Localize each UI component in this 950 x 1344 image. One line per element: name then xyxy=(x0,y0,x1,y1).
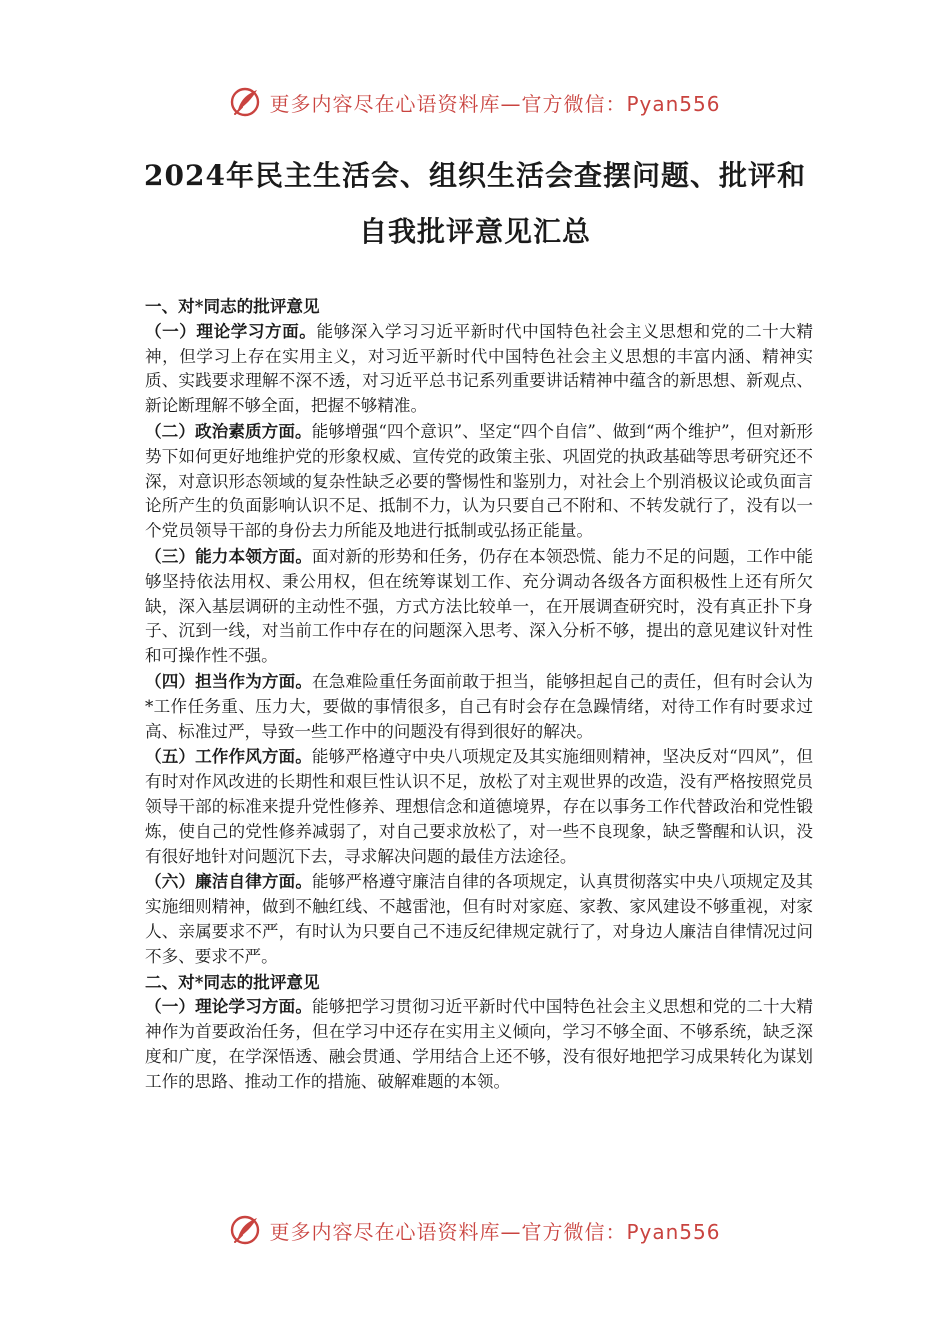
paragraph xyxy=(145,744,813,869)
paragraph-text: 能够增强“四个意识”、坚定“四个自信”、做到“两个维护”，但对新形势下如何更好地维护党的形象权威、宣传党的政策主张、巩固党的执政基础等思考研究还不深，对意识形态领域的复杂性缺乏必要的警惕性和鉴别力，对社会上个别消极议论或负面言论所产生的负面影响认识不足、抵制不力，认为只要自己不附和、不转发就行了，没有以一个党员领导干部的身份去力所能及地进行抵制或弘扬正能量。 xyxy=(145,421,813,541)
document-body xyxy=(145,294,813,1095)
section-heading-2: 二、对*同志的批评意见 xyxy=(145,971,320,992)
paragraph-text: 面对新的形势和任务，仍存在本领恐慌、能力不足的问题，工作中能够坚持依法用权、秉公用权，但在统筹谋划工作、充分调动各级各方面积极性上还有所欠缺，深入基层调研的主动性不强，方式方法比较单一，在开展调查研究时，没有真正扑下身子、沉到一线，对当前工作中存在的问题深入思考、深入分析不够，提出的意见建议针对性和可操作性不强。 xyxy=(145,546,814,666)
paragraph xyxy=(145,669,813,744)
paragraph-text: 在急难险重任务面前敢于担当，能够担起自己的责任，但有时会认为*工作任务重、压力大，要做的事情很多，自己有时会存在急躁情绪，对待工作有时要求过高、标准过严，导致一些工作中的问题没有得到很好的解决。 xyxy=(145,671,814,741)
paragraph-lead: （五）工作作风方面。 xyxy=(145,746,312,767)
pen-logo-icon xyxy=(229,1213,263,1247)
paragraph-lead: （二）政治素质方面。 xyxy=(145,420,312,441)
paragraph-lead: （三）能力本领方面。 xyxy=(145,545,313,566)
watermark-text: 更多内容尽在心语资料库—官方微信：Pyan556 xyxy=(269,1219,721,1244)
paragraph xyxy=(145,419,813,544)
paragraph-lead: （六）廉洁自律方面。 xyxy=(145,871,313,892)
paragraph-text: 能够严格遵守廉洁自律的各项规定，认真贯彻落实中央八项规定及其实施细则精神，做到不触红线、不越雷池，但有时对家庭、家教、家风建设不够重视，对家人、亲属要求不严，有时认为只要自己不违反纪律规定就行了，对身边人廉洁自律情况过问不多、要求不严。 xyxy=(145,872,814,966)
header-watermark xyxy=(0,82,950,122)
paragraph xyxy=(145,544,813,669)
paragraph-text: 能够深入学习习近平新时代中国特色社会主义思想和党的二十大精神，但学习上存在实用主义，对习近平新时代中国特色社会主义思想的丰富内涵、精神实质、实践要求理解不深不透，对习近平总书记系列重要讲话精神中蕴含的新思想、新观点、新论断理解不够全面，把握不够精准。 xyxy=(145,321,814,416)
paragraph-text: 能够严格遵守中央八项规定及其实施细则精神，坚决反对“四风”，但有时对作风改进的长期性和艰巨性认识不足，放松了对主观世界的改造，没有严格按照党员领导干部的标准来提升党性修养、理想信念和道德境界，存在以事务工作代替政治和党性锻炼，使自己的党性修养减弱了，对自己要求放松了，对一些不良现象，缺乏警醒和认识，没有很好地针对问题沉下去，寻求解决问题的最佳方法途径。 xyxy=(145,747,813,866)
paragraph xyxy=(145,319,813,419)
paragraph xyxy=(145,994,813,1094)
page-title xyxy=(0,148,950,260)
title-line-1: 2024年民主生活会、组织生活会查摆问题、批评和 xyxy=(144,159,806,192)
paragraph-lead: （一）理论学习方面。 xyxy=(145,996,313,1017)
paragraph-text: 能够把学习贯彻习近平新时代中国特色社会主义思想和党的二十大精神作为首要政治任务，但在学习中还存在实用主义倾向，学习不够全面、不够系统，缺乏深度和广度，在学深悟透、融会贯通、学用结合上还不够，没有很好地把学习成果转化为谋划工作的思路、推动工作的措施、破解难题的本领。 xyxy=(145,997,814,1091)
section-heading-1: 一、对*同志的批评意见 xyxy=(145,296,320,316)
pen-logo-icon xyxy=(229,85,263,119)
paragraph-lead: （四）担当作为方面。 xyxy=(145,670,313,691)
watermark-text: 更多内容尽在心语资料库—官方微信：Pyan556 xyxy=(269,91,721,116)
title-line-2: 自我批评意见汇总 xyxy=(358,215,591,248)
paragraph xyxy=(145,869,813,969)
paragraph-lead: （一）理论学习方面。 xyxy=(145,320,317,341)
footer-watermark xyxy=(0,1210,950,1250)
